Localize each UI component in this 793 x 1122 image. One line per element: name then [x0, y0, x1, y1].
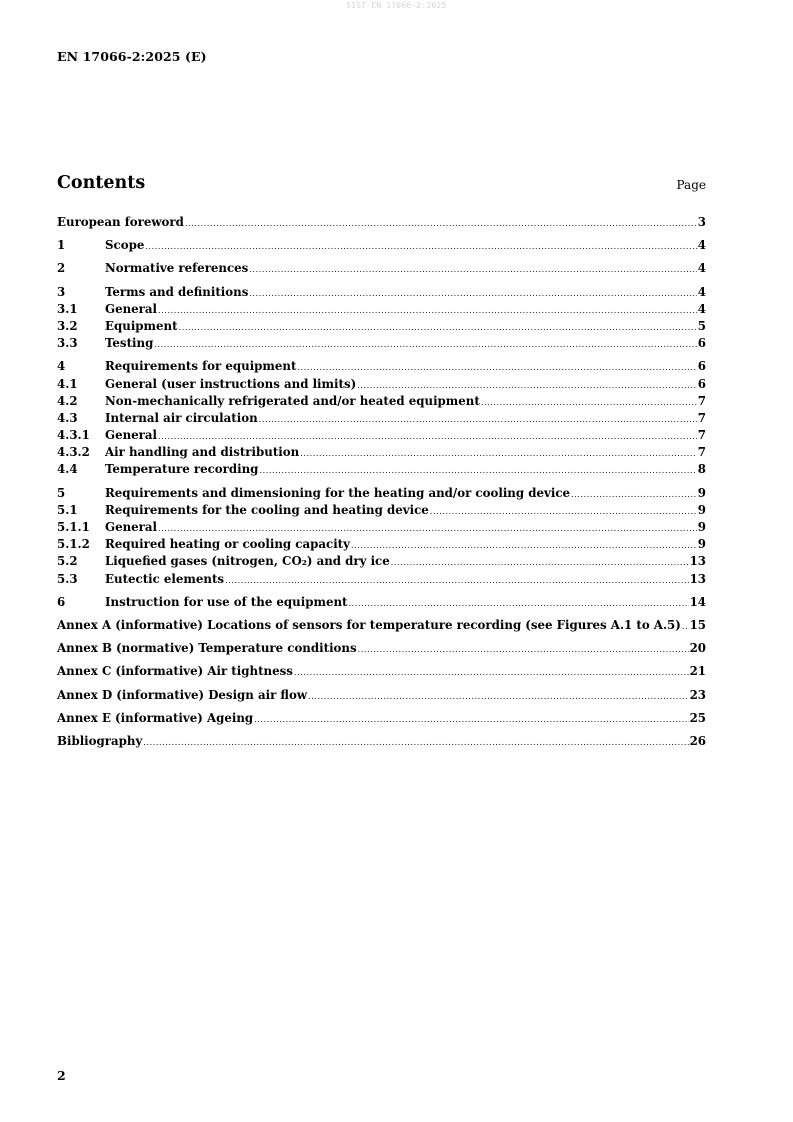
toc-dot-leader [349, 595, 689, 612]
toc-dot-leader [358, 641, 689, 658]
contents-heading: Contents [57, 173, 146, 193]
toc-entry-page: 7 [697, 445, 706, 460]
toc-entry-page: 7 [697, 410, 706, 425]
toc-entry[interactable] [57, 461, 706, 478]
toc-entry-number: 4.4 [57, 462, 78, 477]
toc-entry[interactable] [57, 358, 706, 375]
toc-entry-title: Internal air circulation [105, 410, 258, 425]
toc-entry[interactable] [57, 617, 706, 634]
toc-entry[interactable] [57, 571, 706, 588]
toc-dot-leader [351, 537, 697, 554]
toc-dot-leader [254, 711, 688, 728]
toc-entry-title: Annex E (informative) Ageing [57, 710, 254, 725]
toc-dot-leader [145, 238, 696, 255]
toc-dot-leader [682, 618, 689, 635]
toc-entry-number: 3.3 [57, 336, 78, 351]
toc-entry-number: 4.3 [57, 410, 78, 425]
toc-entry[interactable] [57, 410, 706, 427]
toc-entry[interactable] [57, 733, 706, 750]
toc-entry-title: Required heating or cooling capacity [105, 537, 350, 552]
toc-group [57, 260, 706, 277]
toc-dot-leader [143, 734, 688, 751]
toc-dot-leader [481, 394, 697, 411]
toc-entry-number: 5 [57, 485, 66, 500]
toc-entry-page: 13 [689, 571, 706, 586]
toc-dot-leader [297, 359, 696, 376]
toc-entry[interactable] [57, 710, 706, 727]
toc-entry-page: 8 [697, 462, 706, 477]
toc-dot-leader [430, 503, 697, 520]
toc-entry[interactable] [57, 318, 706, 335]
toc-dot-leader [259, 462, 696, 479]
toc-entry[interactable] [57, 376, 706, 393]
toc-entry[interactable] [57, 444, 706, 461]
toc-entry[interactable] [57, 485, 706, 502]
toc-entry-number: 5.1.1 [57, 520, 90, 534]
toc-entry[interactable] [57, 553, 706, 570]
toc-entry-number: 4.3.2 [57, 445, 90, 460]
toc-dot-leader [179, 319, 697, 336]
toc-entry-number: 3 [57, 284, 66, 299]
toc-dot-leader [294, 664, 689, 681]
toc-group [57, 617, 706, 634]
toc-entry-page: 9 [697, 520, 706, 534]
toc-entry-title: Annex C (informative) Air tightness [57, 664, 293, 679]
toc-entry-page: 14 [689, 594, 706, 609]
toc-entry-page: 9 [697, 537, 706, 552]
toc-entry-title: Requirements for equipment [105, 359, 297, 374]
toc-group [57, 214, 706, 231]
toc-entry[interactable] [57, 519, 706, 536]
toc-entry[interactable] [57, 502, 706, 519]
toc-entry-number: 2 [57, 261, 66, 276]
toc-entry-page: 6 [697, 376, 706, 391]
toc-group [57, 237, 706, 254]
toc-entry-page: 21 [689, 664, 706, 679]
toc-dot-leader [185, 215, 697, 232]
toc-group [57, 485, 706, 588]
toc-dot-leader [308, 688, 689, 705]
toc-dot-leader [249, 285, 696, 302]
toc-entry-page: 4 [697, 261, 706, 276]
toc-entry-title: Requirements and dimensioning for the heating and/or cooling device [105, 485, 571, 500]
toc-entry[interactable] [57, 687, 706, 704]
toc-entry-page: 4 [697, 301, 706, 316]
toc-entry-title: General (user instructions and limits) [105, 376, 357, 391]
toc-entry-title: Annex B (normative) Temperature conditions [57, 641, 357, 656]
toc-entry-title: Equipment [105, 318, 178, 333]
toc-entry-title: Air handling and distribution [105, 445, 300, 460]
toc-entry-number: 4.1 [57, 376, 78, 391]
document-id-header: EN 17066-2:2025 (E) [57, 49, 207, 64]
toc-entry-number: 5.3 [57, 571, 78, 586]
toc-entry-number: 4.3.1 [57, 428, 90, 443]
page-column-label: Page [676, 178, 706, 192]
toc-entry[interactable] [57, 640, 706, 657]
toc-entry-page: 3 [697, 215, 706, 229]
toc-entry[interactable] [57, 301, 706, 318]
toc-entry[interactable] [57, 284, 706, 301]
toc-entry[interactable] [57, 427, 706, 444]
toc-entry-title: Scope [105, 238, 145, 253]
toc-entry-page: 7 [697, 393, 706, 408]
toc-entry[interactable] [57, 663, 706, 680]
toc-entry[interactable] [57, 260, 706, 277]
toc-entry[interactable] [57, 594, 706, 611]
toc-group [57, 663, 706, 680]
toc-entry-page: 7 [697, 428, 706, 443]
toc-dot-leader [357, 377, 697, 394]
toc-entry[interactable] [57, 335, 706, 352]
toc-entry-number: 4.2 [57, 393, 78, 408]
toc-group [57, 640, 706, 657]
toc-entry-page: 9 [697, 502, 706, 517]
toc-entry-page: 13 [689, 554, 706, 569]
toc-group [57, 687, 706, 704]
toc-entry-page: 26 [689, 733, 706, 748]
toc-entry-title: General [105, 301, 158, 316]
toc-entry-page: 23 [689, 687, 706, 702]
toc-entry-page: 5 [697, 318, 706, 333]
watermark-text: SIST EN 17066-2:2025 [346, 1, 447, 10]
toc-dot-leader [158, 302, 697, 319]
toc-entry[interactable] [57, 536, 706, 553]
toc-group [57, 284, 706, 353]
toc-dot-leader [158, 520, 697, 537]
toc-entry-title: Eutectic elements [105, 571, 225, 586]
toc-entry-title: General [105, 520, 158, 534]
toc-entry-number: 5.1 [57, 502, 78, 517]
toc-group [57, 733, 706, 750]
toc-entry-number: 5.1.2 [57, 537, 90, 552]
toc-entry-page: 4 [697, 238, 706, 253]
toc-entry-title: Bibliography [57, 733, 143, 748]
toc-dot-leader [154, 336, 696, 353]
toc-entry-title: Annex D (informative) Design air flow [57, 687, 308, 702]
toc-entry-number: 5.2 [57, 554, 78, 569]
toc-entry-title: Testing [105, 336, 154, 351]
toc-group [57, 358, 706, 478]
toc-entry-title: Liquefied gases (nitrogen, CO₂) and dry ice [105, 554, 390, 569]
toc-entry-number: 1 [57, 238, 66, 253]
toc-entry[interactable] [57, 237, 706, 254]
toc-entry-title: Annex A (informative) Locations of sensors for temperature recording (see Figures A.1 to A.5) [57, 617, 681, 632]
toc-entry-title: Terms and definitions [105, 284, 249, 299]
toc-entry-page: 25 [689, 710, 706, 725]
toc-entry-number: 4 [57, 359, 66, 374]
toc-entry-number: 3.2 [57, 318, 78, 333]
toc-dot-leader [225, 572, 689, 589]
toc-entry[interactable] [57, 214, 706, 231]
toc-entry-title: Requirements for the cooling and heating device [105, 502, 429, 517]
toc-entry-title: Instruction for use of the equipment [105, 594, 348, 609]
toc-entry-title: General [105, 428, 158, 443]
toc-dot-leader [249, 261, 696, 278]
toc-dot-leader [300, 445, 697, 462]
toc-dot-leader [391, 554, 689, 571]
toc-entry-page: 15 [689, 617, 706, 632]
page-number: 2 [57, 1068, 66, 1083]
toc-dot-leader [571, 486, 697, 503]
toc-entry-number: 6 [57, 594, 66, 609]
toc-dot-leader [259, 411, 697, 428]
toc-group [57, 594, 706, 611]
toc-entry-page: 6 [697, 359, 706, 374]
toc-entry-title: Temperature recording [105, 462, 259, 477]
toc-entry-title: Normative references [105, 261, 249, 276]
toc-entry-number: 3.1 [57, 301, 78, 316]
toc-entry-page: 4 [697, 284, 706, 299]
toc-entry-title: Non-mechanically refrigerated and/or heated equipment [105, 393, 480, 408]
toc-entry-title: European foreword [57, 215, 184, 229]
toc-entry[interactable] [57, 393, 706, 410]
toc-entry-page: 6 [697, 336, 706, 351]
toc-entry-page: 20 [689, 641, 706, 656]
toc-entry-page: 9 [697, 485, 706, 500]
table-of-contents [57, 214, 706, 756]
toc-dot-leader [158, 428, 697, 445]
toc-group [57, 710, 706, 727]
